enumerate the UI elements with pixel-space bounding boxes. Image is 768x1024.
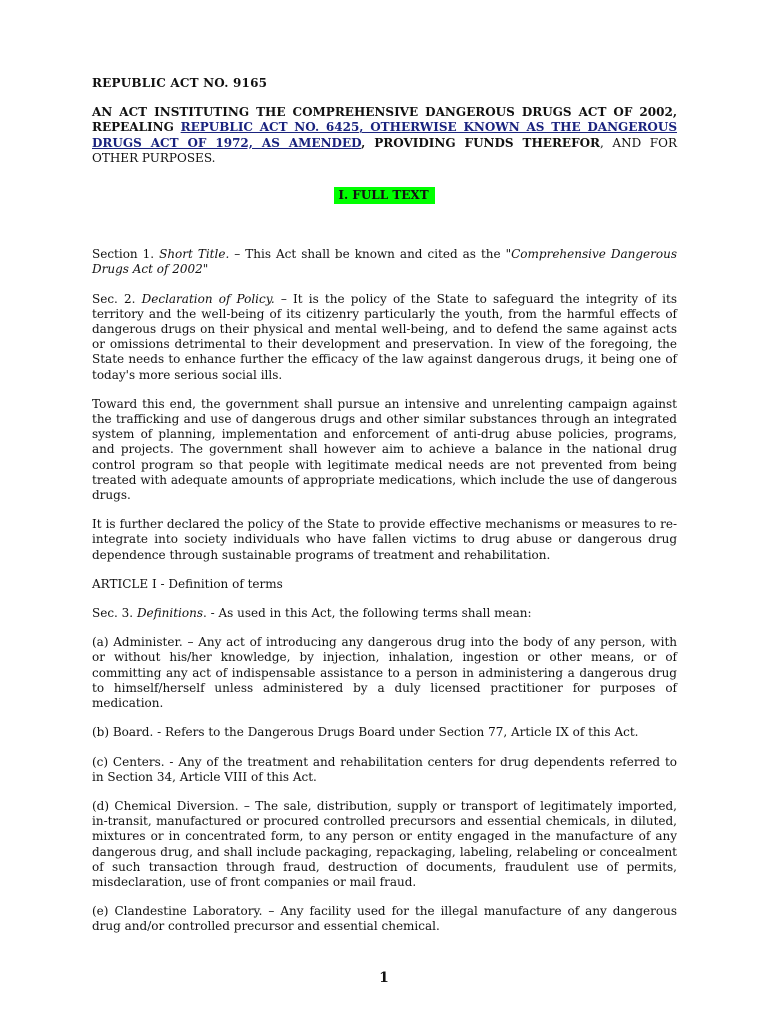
definition-c: (c) Centers. - Any of the treatment and rehabilitation centers for drug dependents referred to in Section 34, Article VIII of this Act. — [92, 754, 677, 784]
section-number: Sec. 3. — [92, 606, 137, 621]
act-number: REPUBLIC ACT NO. 9165 — [92, 76, 268, 90]
act-title — [92, 105, 677, 166]
page-number: 1 — [379, 970, 389, 986]
act-title-part: , PROVIDING FUNDS THEREFOR — [361, 135, 601, 150]
repealed-act-link[interactable]: REPUBLIC ACT NO. 6425, OTHERWISE KNOWN AS THE DANGEROUS DRUGS ACT OF 1972, AS AMENDED — [92, 120, 678, 150]
section-1 — [92, 247, 677, 277]
document-page — [92, 76, 677, 949]
section-body: – This Act shall be known and cited as the — [229, 247, 506, 262]
full-text-heading — [92, 188, 677, 203]
definition-b: (b) Board. - Refers to the Dangerous Drugs Board under Section 77, Article IX of this Act. — [92, 725, 639, 740]
section-body: . - As used in this Act, the following terms shall mean: — [203, 606, 532, 621]
section-name: Short Title. — [159, 247, 230, 262]
section-name: Definitions — [136, 606, 204, 621]
section-3 — [92, 606, 677, 621]
policy-paragraph: It is further declared the policy of the State to provide effective mechanisms or measures to re-integrate into society individuals who have fallen victims to drug abuse or dangerous drug dependence through sustainable programs of treatment and rehabilitation. — [92, 517, 677, 562]
section-body: – It is the policy of the State to safeguard the integrity of its territory and the well-being of its citizenry particularly the youth, from the harmful effects of dangerous drugs on their physical and mental well-being, and to defend the same against acts or omissions detrimental to their development and preservation. In view of the foregoing, the State needs to enhance further the efficacy of the law against dangerous drugs, it being one of today's more serious social ills. — [92, 291, 677, 382]
section-name: Declaration of Policy. — [141, 291, 275, 306]
definition-d: (d) Chemical Diversion. – The sale, distribution, supply or transport of legitimately imported, in-transit, manufactured or procured controlled precursors and essential chemicals, in diluted, mixtures or in concentrated form, to any person or entity engaged in the manufacture of any dangerous drug, and shall include packaging, repackaging, labeling, relabeling or concealment of such transaction through fraud, destruction of documents, fraudulent use of permits, misdeclaration, use of front companies or mail fraud. — [92, 798, 677, 889]
article-heading: ARTICLE I - Definition of terms — [92, 576, 283, 591]
act-title-part: AN ACT INSTITUTING THE COMPREHENSIVE DANGEROUS DRUGS ACT OF 2002, REPEALING — [92, 105, 677, 135]
definition-a: (a) Administer. – Any act of introducing any dangerous drug into the body of any person, with or without his/her knowledge, by injection, inhalation, ingestion or other means, or of committing any act of indispensable assistance to a person in administering a dangerous drug to himself/herself unless administered by a duly licensed practitioner for purposes of medication. — [92, 635, 677, 711]
act-title-part: , AND FOR OTHER PURPOSES. — [92, 135, 677, 165]
section-number: Section 1. — [92, 247, 160, 262]
definition-e: (e) Clandestine Laboratory. – Any facility used for the illegal manufacture of any dangerous drug and/or controlled precursor and essential chemical. — [92, 904, 677, 934]
highlighted-heading: I. FULL TEXT — [334, 187, 434, 204]
section-2 — [92, 292, 677, 383]
policy-paragraph: Toward this end, the government shall pursue an intensive and unrelenting campaign against the trafficking and use of dangerous drugs and other similar substances through an integrated system of planning, implementation and enforcement of anti-drug abuse policies, programs, and projects. The government shall however aim to achieve a balance in the national drug control program so that people with legitimate medical needs are not prevented from being treated with adequate amounts of appropriate medications, which include the use of dangerous drugs. — [92, 396, 677, 503]
short-title-quote: "Comprehensive Dangerous Drugs Act of 2002" — [92, 247, 678, 277]
section-number: Sec. 2. — [92, 291, 142, 306]
